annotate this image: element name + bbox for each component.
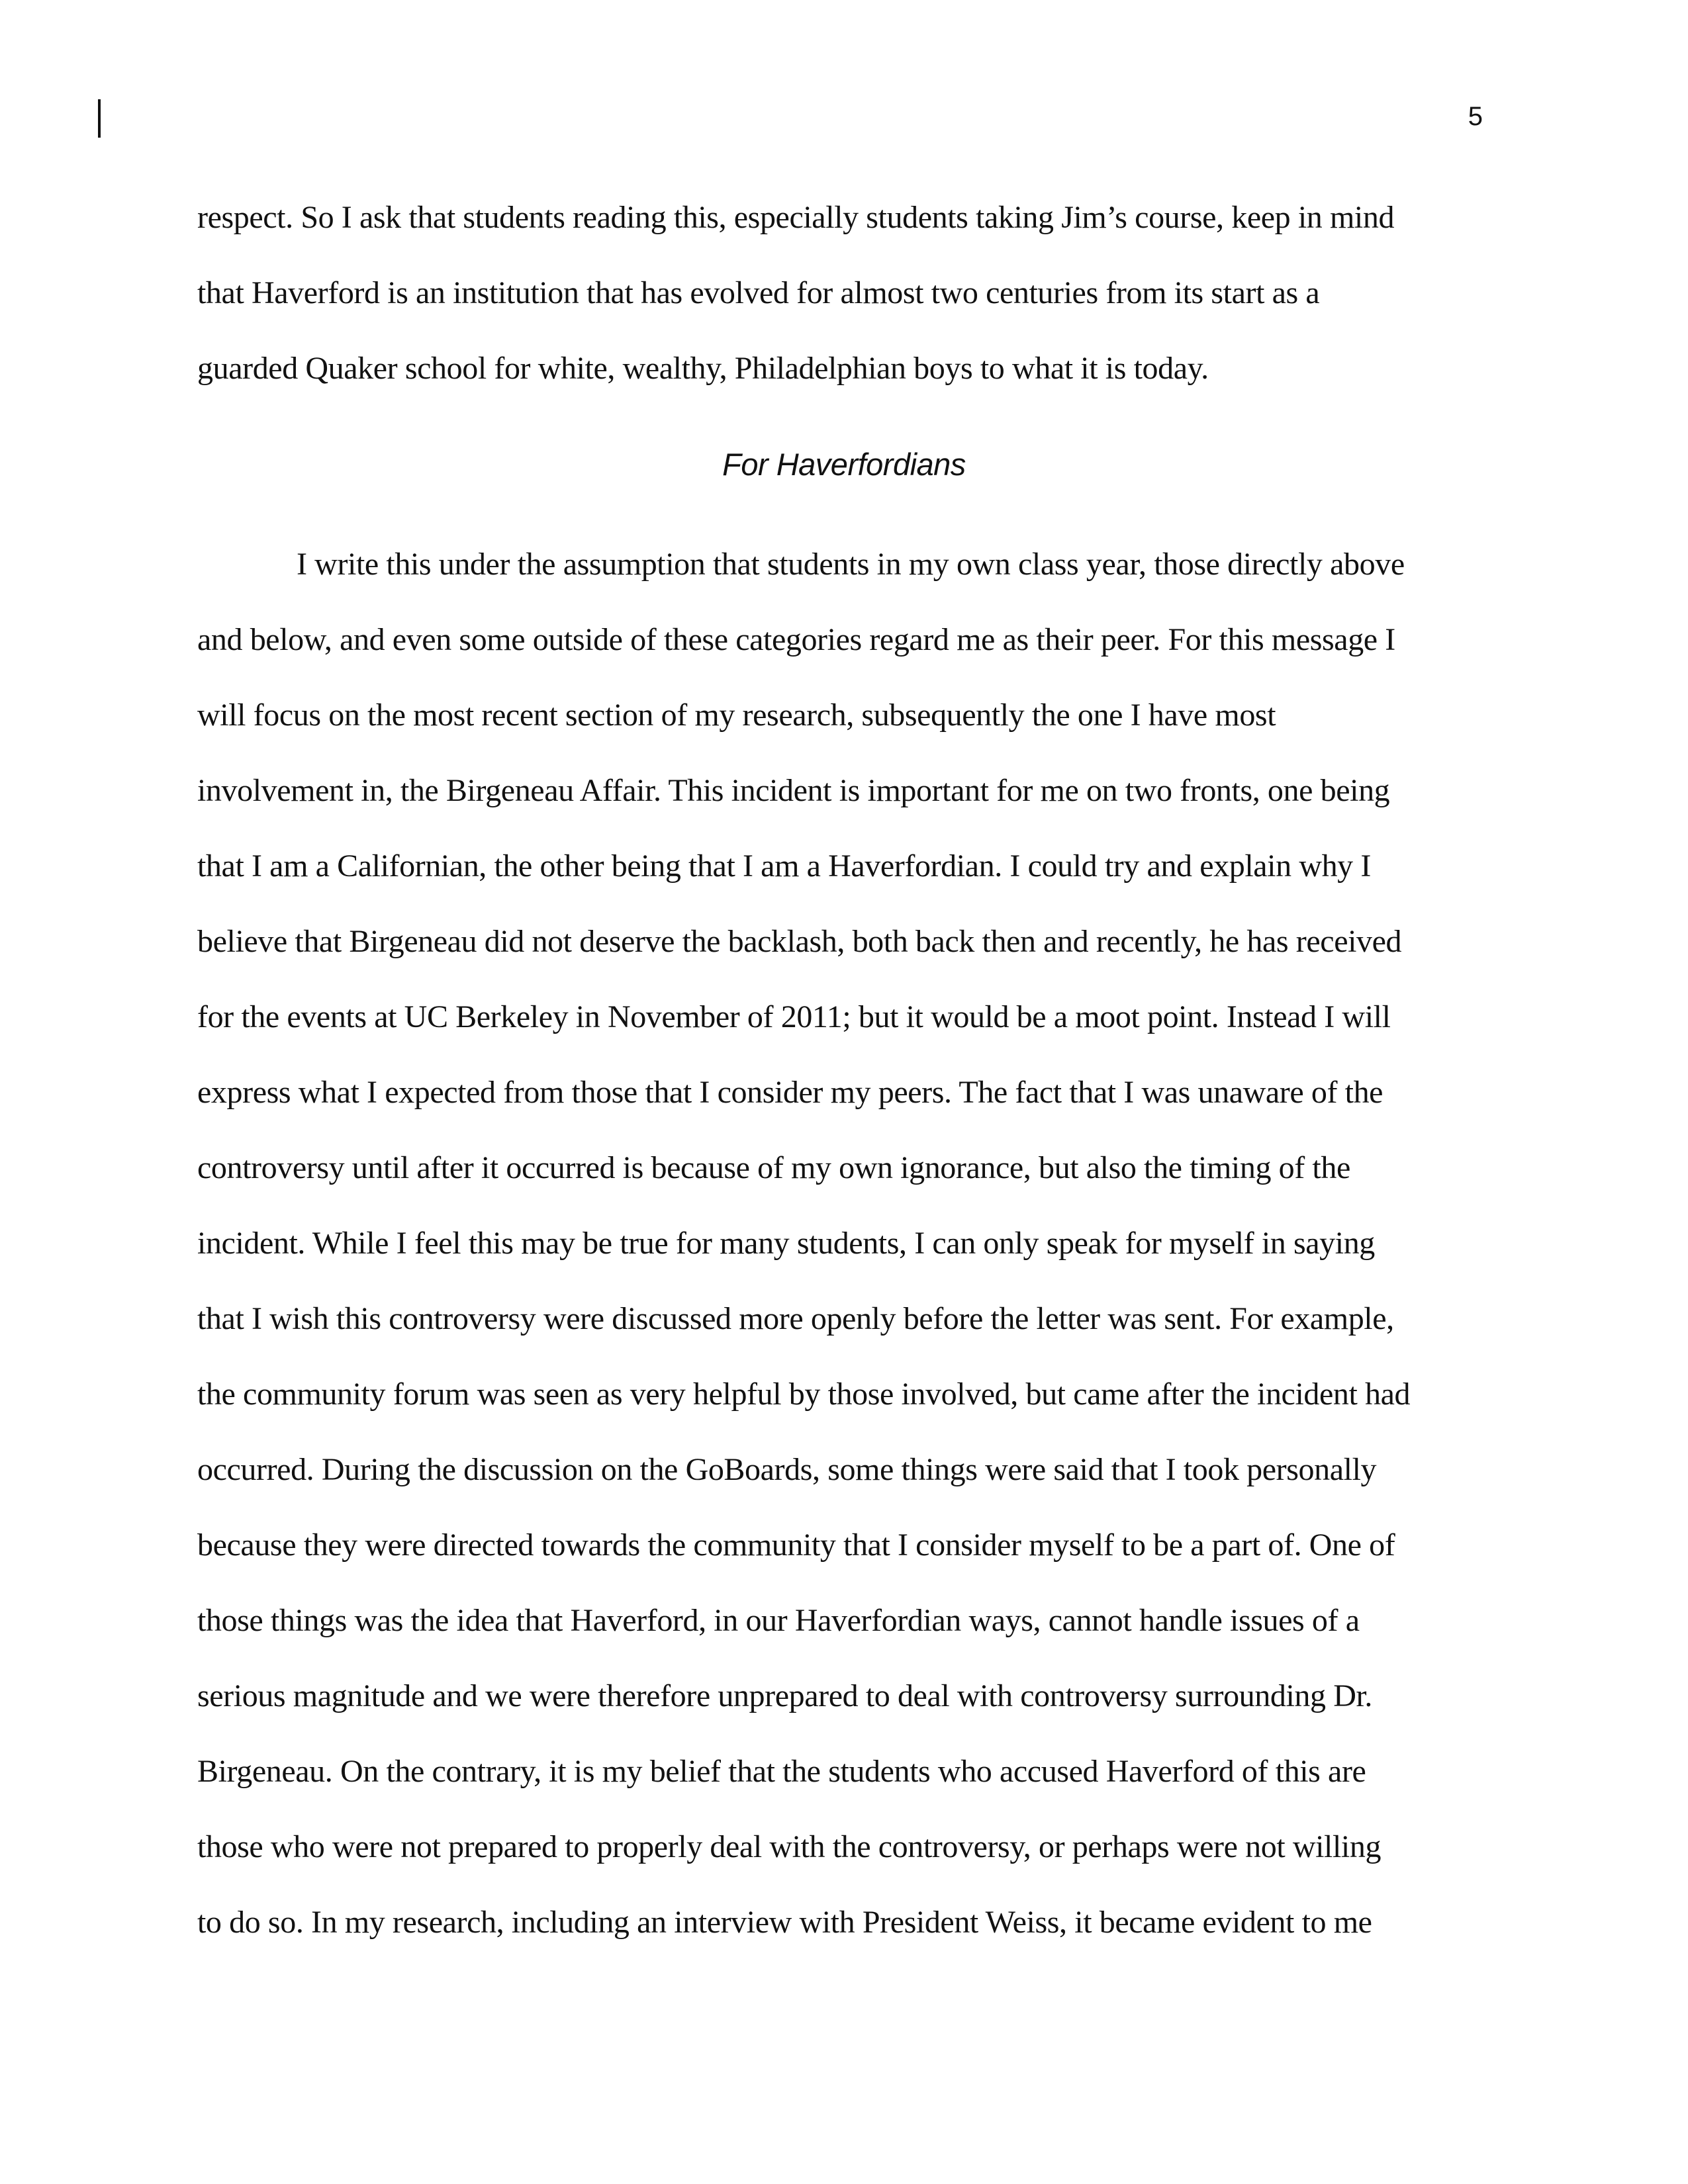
paragraph-line: because they were directed towards the community that I consider myself to be a part of. One of [197,1527,1395,1563]
paragraph-line: for the events at UC Berkeley in November of 2011; but it would be a moot point. Instead I will [197,999,1391,1034]
paragraph-line: that I wish this controversy were discussed more openly before the letter was sent. For example, [197,1301,1394,1336]
paragraph-line: those who were not prepared to properly deal with the controversy, or perhaps were not willing [197,1829,1382,1864]
paragraph-line: those things was the idea that Haverford, in our Haverfordian ways, cannot handle issues of a [197,1603,1360,1638]
continued-paragraph [197,180,1495,406]
page-number: 5 [1468,102,1483,131]
paragraph-line: Birgeneau. On the contrary, it is my belief that the students who accused Haverford of this are [197,1754,1366,1789]
paragraph-line: serious magnitude and we were therefore unprepared to deal with controversy surrounding Dr. [197,1678,1373,1713]
paragraph-line: to do so. In my research, including an interview with President Weiss, it became evident to me [197,1905,1372,1940]
paragraph-line: and below, and even some outside of these categories regard me as their peer. For this message I [197,622,1395,657]
paragraph-line: the community forum was seen as very helpful by those involved, but came after the incident had [197,1377,1411,1412]
paragraph-line: guarded Quaker school for white, wealthy, Philadelphian boys to what it is today. [197,351,1209,386]
paragraph-line: respect. So I ask that students reading this, especially students taking Jim’s course, keep in mind [197,200,1395,235]
paragraph-line: that Haverford is an institution that has evolved for almost two centuries from its start as a [197,275,1320,310]
paragraph-line: express what I expected from those that I consider my peers. The fact that I was unaware of the [197,1075,1383,1110]
section-heading: For Haverfordians [722,447,966,482]
paragraph-line: that I am a Californian, the other being that I am a Haverfordian. I could try and explain why I [197,848,1371,884]
paragraph-line: controversy until after it occurred is because of my own ignorance, but also the timing of the [197,1150,1350,1185]
paragraph-line: will focus on the most recent section of my research, subsequently the one I have most [197,698,1276,733]
paragraph-line: involvement in, the Birgeneau Affair. This incident is important for me on two fronts, one being [197,773,1390,808]
paragraph-line: incident. While I feel this may be true for many students, I can only speak for myself in saying [197,1226,1375,1261]
section-paragraph [197,527,1495,1960]
paragraph-line: believe that Birgeneau did not deserve the backlash, both back then and recently, he has received [197,924,1402,959]
paragraph-line: occurred. During the discussion on the GoBoards, some things were said that I took personally [197,1452,1377,1487]
text-cursor [98,99,101,138]
paragraph-line: I write this under the assumption that students in my own class year, those directly above [297,547,1405,582]
